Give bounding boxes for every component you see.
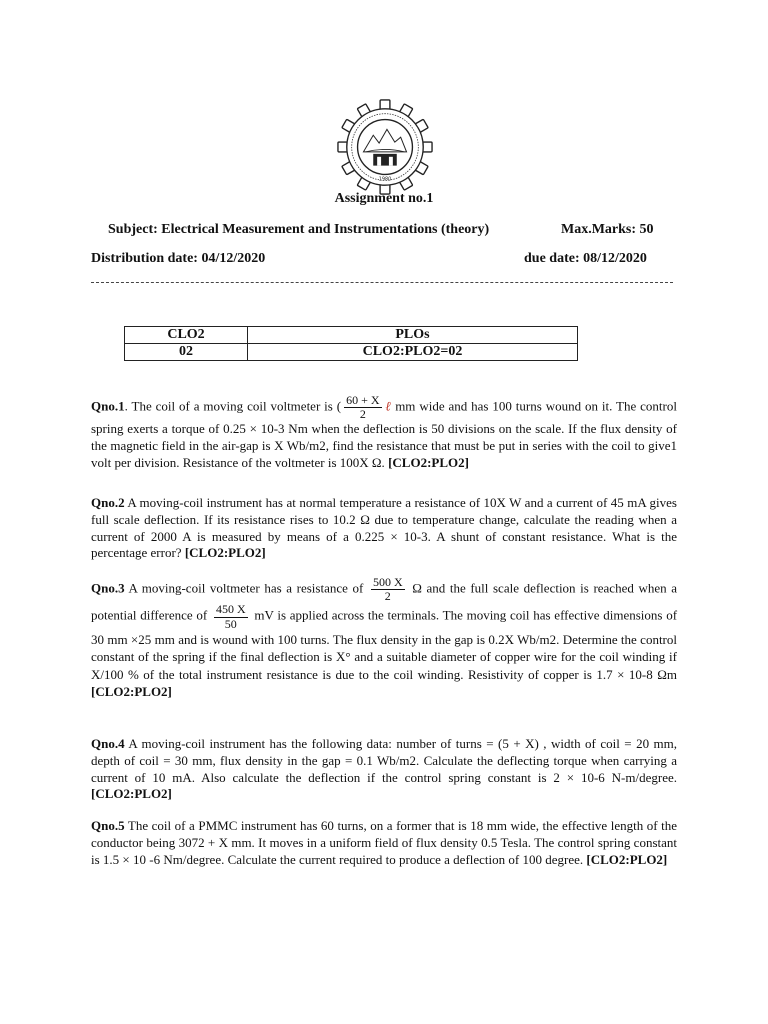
logo-year: 1980 — [378, 176, 392, 183]
fraction-numerator: 500 X — [372, 575, 403, 589]
question-5 — [91, 818, 677, 868]
question-text: mm wide and has 100 turns wound on it. The control spring exerts a torque of 0.25 × 10-3 Nm when the deflection is 50 divisions on the scale. If the flux density of the magnetic field in the air-gap is X Wb/m2, find the resistance that must be put in series with the coil to give1 volt per division. Resistance of the voltmeter is 100X Ω. — [91, 398, 677, 470]
question-label: Qno.3 — [91, 580, 125, 596]
university-logo-icon — [336, 98, 434, 196]
dashed-divider — [91, 282, 673, 283]
question-text: A moving-coil instrument has at normal temperature a resistance of 10X W and a current of 45 mA gives full scale deflection. If its resistance rises to 10.2 Ω due to temperature change, calculate the reading when a current of 2000 A is measured by means of a 0.225 × 10-3. A shunt of constant resistance. What is the percentage error? — [91, 495, 677, 561]
question-text: The coil of a PMMC instrument has 60 turns, on a former that is 18 mm wide, the effective length of the conductor being 3072 + X mm. It moves in a uniform field of flux density 0.5 Tesla. The control spring constant is 1.5 × 10 -6 Nm/degree. Calculate the current required to produce a deflection of 100 degree. — [91, 818, 678, 867]
fraction — [371, 576, 405, 603]
fraction-denominator: 2 — [384, 589, 391, 604]
distribution-date: Distribution date: 04/12/2020 — [91, 251, 266, 266]
question-2 — [91, 495, 677, 562]
question-label: Qno.1 — [91, 398, 125, 414]
clo-tag: [CLO2:PLO2] — [184, 545, 266, 561]
question-label: Qno.4 — [91, 736, 125, 751]
red-symbol: ℓ — [384, 398, 392, 414]
table-cell: CLO2:PLO2=02 — [248, 344, 578, 361]
fraction-numerator: 450 X — [215, 602, 246, 617]
paren: ( — [336, 398, 342, 414]
question-text: A moving-coil voltmeter has a resistance of — [128, 580, 364, 596]
question-label: Qno.2 — [91, 495, 125, 510]
question-3 — [91, 576, 677, 700]
clo-tag: [CLO2:PLO2] — [91, 683, 172, 699]
table-header-cell: CLO2 — [125, 327, 248, 344]
question-label: Qno.5 — [91, 818, 125, 833]
fraction-denominator: 50 — [224, 616, 237, 631]
fraction-numerator: 60 + X — [346, 393, 380, 407]
due-date: due date: 08/12/2020 — [524, 251, 647, 266]
table-header-cell: PLOs — [248, 327, 578, 344]
table-header-row — [125, 327, 578, 344]
table-cell: 02 — [125, 344, 248, 361]
table-row — [125, 344, 578, 361]
question-1 — [91, 394, 677, 472]
subject-line: Subject: Electrical Measurement and Instrumentations (theory) — [108, 222, 490, 237]
clo-tag: [CLO2:PLO2] — [388, 454, 469, 470]
clo-tag: [CLO2:PLO2] — [586, 851, 668, 867]
question-4 — [91, 736, 677, 803]
question-text: A moving-coil instrument has the following data: number of turns = (5 + X) , width of coil = 20 mm, depth of coil = 30 mm, flux density in the gap = 0.1 Wb/m2. Calculate the deflecting torque when carrying a current of 10 mA. Also calculate the deflection if the control spring constant is 2 × 10-6 N-m/degree. — [91, 736, 677, 785]
fraction-denominator: 2 — [359, 407, 366, 422]
question-text: . The coil of a moving coil voltmeter is — [124, 398, 333, 414]
fraction — [214, 603, 248, 630]
assignment-title: Assignment no.1 — [334, 191, 434, 206]
clo-tag: [CLO2:PLO2] — [91, 786, 172, 802]
clo-plo-table — [124, 326, 578, 361]
fraction — [344, 394, 381, 421]
question-text: mV is applied across the terminals. The moving coil has effective dimensions of 30 mm ×25 mm and is wound with 100 turns. The flux density in the gap is 0.2X Wb/m2. Determine the control constant of the spring if the final deflection is X° and a suitable diameter of copper wire for the coil winding if X/100 % of the total instrument resistance is due to the coil winding. Resistivity of copper is 1.7 × 10-8 Ωm — [91, 608, 678, 682]
max-marks: Max.Marks: 50 — [561, 222, 654, 237]
question-text: Ω and the full scale deflection is reached when a potential difference of — [91, 580, 677, 624]
